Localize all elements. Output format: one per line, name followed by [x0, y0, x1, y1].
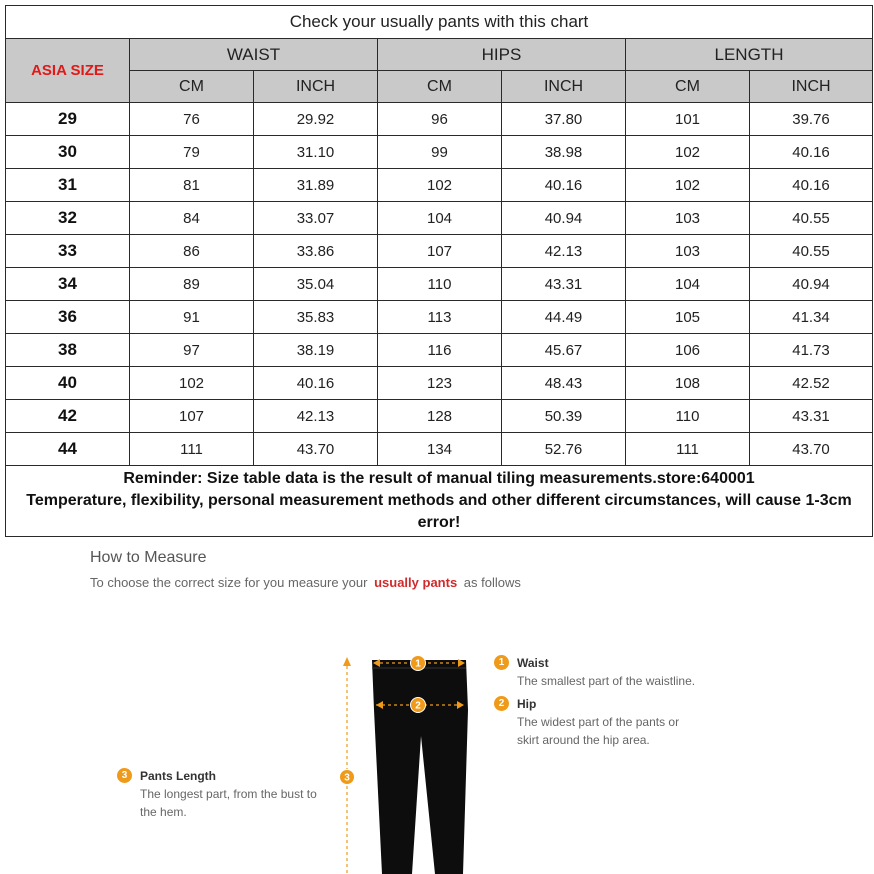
measurement-cell: 79 — [130, 136, 254, 169]
table-row — [6, 202, 873, 235]
table-row — [6, 367, 873, 400]
measurement-cell: 45.67 — [502, 334, 626, 367]
measurement-cell: 105 — [626, 301, 750, 334]
measurement-cell: 106 — [626, 334, 750, 367]
measurement-cell: 41.34 — [750, 301, 873, 334]
chart-caption: Check your usually pants with this chart — [6, 6, 873, 39]
size-cell: 30 — [6, 136, 130, 169]
measurement-cell: 110 — [378, 268, 502, 301]
measurement-cell: 48.43 — [502, 367, 626, 400]
size-cell: 34 — [6, 268, 130, 301]
size-cell: 38 — [6, 334, 130, 367]
measurement-cell: 134 — [378, 433, 502, 466]
measurement-cell: 76 — [130, 103, 254, 136]
measurement-cell: 107 — [378, 235, 502, 268]
measurement-cell: 86 — [130, 235, 254, 268]
measurement-cell: 31.10 — [254, 136, 378, 169]
measurement-cell: 42.13 — [254, 400, 378, 433]
measurement-cell: 42.13 — [502, 235, 626, 268]
unit-header: INCH — [502, 71, 626, 103]
table-row — [6, 235, 873, 268]
size-cell: 40 — [6, 367, 130, 400]
measurement-cell: 43.70 — [254, 433, 378, 466]
measurement-cell: 103 — [626, 235, 750, 268]
measurement-cell: 102 — [378, 169, 502, 202]
measurement-cell: 111 — [130, 433, 254, 466]
waist-header: WAIST — [130, 39, 378, 71]
measurement-cell: 128 — [378, 400, 502, 433]
unit-header: CM — [378, 71, 502, 103]
measurement-cell: 50.39 — [502, 400, 626, 433]
measurement-cell: 40.16 — [254, 367, 378, 400]
number-badge-icon: 1 — [494, 655, 509, 670]
measurement-cell: 33.07 — [254, 202, 378, 235]
measurement-cell: 89 — [130, 268, 254, 301]
how-to-measure-title: How to Measure — [90, 549, 207, 566]
measurement-cell: 35.83 — [254, 301, 378, 334]
subtitle-accent: usually pants — [374, 575, 458, 590]
measurement-cell: 81 — [130, 169, 254, 202]
measurement-cell: 107 — [130, 400, 254, 433]
size-cell: 31 — [6, 169, 130, 202]
table-row — [6, 103, 873, 136]
measurement-cell: 102 — [130, 367, 254, 400]
badge-3-text: 3 — [344, 772, 350, 784]
size-column-header: ASIA SIZE — [6, 39, 130, 103]
subtitle-text-end: as follows — [463, 575, 521, 590]
table-row — [6, 433, 873, 466]
legend-label: Pants Length — [140, 768, 217, 783]
pants-diagram — [330, 640, 490, 874]
table-row — [6, 301, 873, 334]
measurement-cell: 31.89 — [254, 169, 378, 202]
number-badge-icon: 3 — [117, 768, 132, 783]
unit-header: CM — [130, 71, 254, 103]
warning-text: Temperature, flexibility, personal measurement methods and other different circumstances, will cause 1-3cm error! — [26, 492, 852, 531]
measurement-cell: 104 — [626, 268, 750, 301]
measurement-cell: 38.19 — [254, 334, 378, 367]
measurement-cell: 39.76 — [750, 103, 873, 136]
measurement-cell: 99 — [378, 136, 502, 169]
size-chart-table — [5, 5, 873, 537]
reminder-text: Reminder: Size table data is the result of manual tiling measurements.store:640001 — [123, 470, 755, 487]
table-row — [6, 136, 873, 169]
size-cell: 44 — [6, 433, 130, 466]
badge-2-text: 2 — [415, 700, 421, 712]
measurement-cell: 40.55 — [750, 202, 873, 235]
measurement-cell: 41.73 — [750, 334, 873, 367]
length-header: LENGTH — [626, 39, 873, 71]
measurement-cell: 35.04 — [254, 268, 378, 301]
legend-description: The smallest part of the waistline. — [517, 674, 696, 689]
legend-waist — [494, 655, 717, 690]
measurement-cell: 111 — [626, 433, 750, 466]
measurement-cell: 38.98 — [502, 136, 626, 169]
number-badge-icon: 2 — [494, 696, 509, 711]
measurement-cell: 123 — [378, 367, 502, 400]
measurement-cell: 96 — [378, 103, 502, 136]
measurement-cell: 29.92 — [254, 103, 378, 136]
measurement-cell: 37.80 — [502, 103, 626, 136]
subtitle-text: To choose the correct size for you measure your — [90, 575, 368, 590]
unit-header: INCH — [750, 71, 873, 103]
how-to-measure-subtitle — [90, 575, 521, 590]
legend-description: The widest part of the pants or skirt around the hip area. — [517, 715, 680, 748]
unit-header: CM — [626, 71, 750, 103]
unit-header: INCH — [254, 71, 378, 103]
table-row — [6, 169, 873, 202]
pants-silhouette — [372, 660, 468, 874]
legend-hip — [494, 696, 697, 749]
badge-1-text: 1 — [415, 658, 421, 670]
table-row — [6, 334, 873, 367]
measurement-cell: 101 — [626, 103, 750, 136]
table-row — [6, 400, 873, 433]
measurement-cell: 103 — [626, 202, 750, 235]
measurement-cell: 40.55 — [750, 235, 873, 268]
measurement-cell: 43.70 — [750, 433, 873, 466]
measurement-cell: 40.94 — [502, 202, 626, 235]
length-arrow-icon — [343, 657, 351, 666]
measurement-cell: 43.31 — [502, 268, 626, 301]
measurement-cell: 52.76 — [502, 433, 626, 466]
size-cell: 33 — [6, 235, 130, 268]
measurement-cell: 84 — [130, 202, 254, 235]
table-row — [6, 268, 873, 301]
legend-label: Hip — [517, 696, 537, 711]
measurement-cell: 91 — [130, 301, 254, 334]
measurement-cell: 33.86 — [254, 235, 378, 268]
legend-description: The longest part, from the bust to the hem. — [140, 787, 317, 820]
legend-pants-length — [117, 768, 335, 821]
measurement-cell: 40.16 — [750, 169, 873, 202]
chart-notes — [6, 466, 873, 537]
size-cell: 29 — [6, 103, 130, 136]
measurement-cell: 44.49 — [502, 301, 626, 334]
measurement-cell: 116 — [378, 334, 502, 367]
measurement-cell: 108 — [626, 367, 750, 400]
measurement-cell: 40.16 — [502, 169, 626, 202]
measurement-cell: 113 — [378, 301, 502, 334]
measurement-cell: 102 — [626, 169, 750, 202]
hips-header: HIPS — [378, 39, 626, 71]
measurement-cell: 110 — [626, 400, 750, 433]
measurement-cell: 40.94 — [750, 268, 873, 301]
measurement-cell: 42.52 — [750, 367, 873, 400]
measurement-cell: 43.31 — [750, 400, 873, 433]
size-cell: 36 — [6, 301, 130, 334]
measurement-cell: 40.16 — [750, 136, 873, 169]
measurement-cell: 102 — [626, 136, 750, 169]
size-cell: 32 — [6, 202, 130, 235]
legend-label: Waist — [517, 655, 549, 670]
measurement-cell: 104 — [378, 202, 502, 235]
size-cell: 42 — [6, 400, 130, 433]
measurement-cell: 97 — [130, 334, 254, 367]
